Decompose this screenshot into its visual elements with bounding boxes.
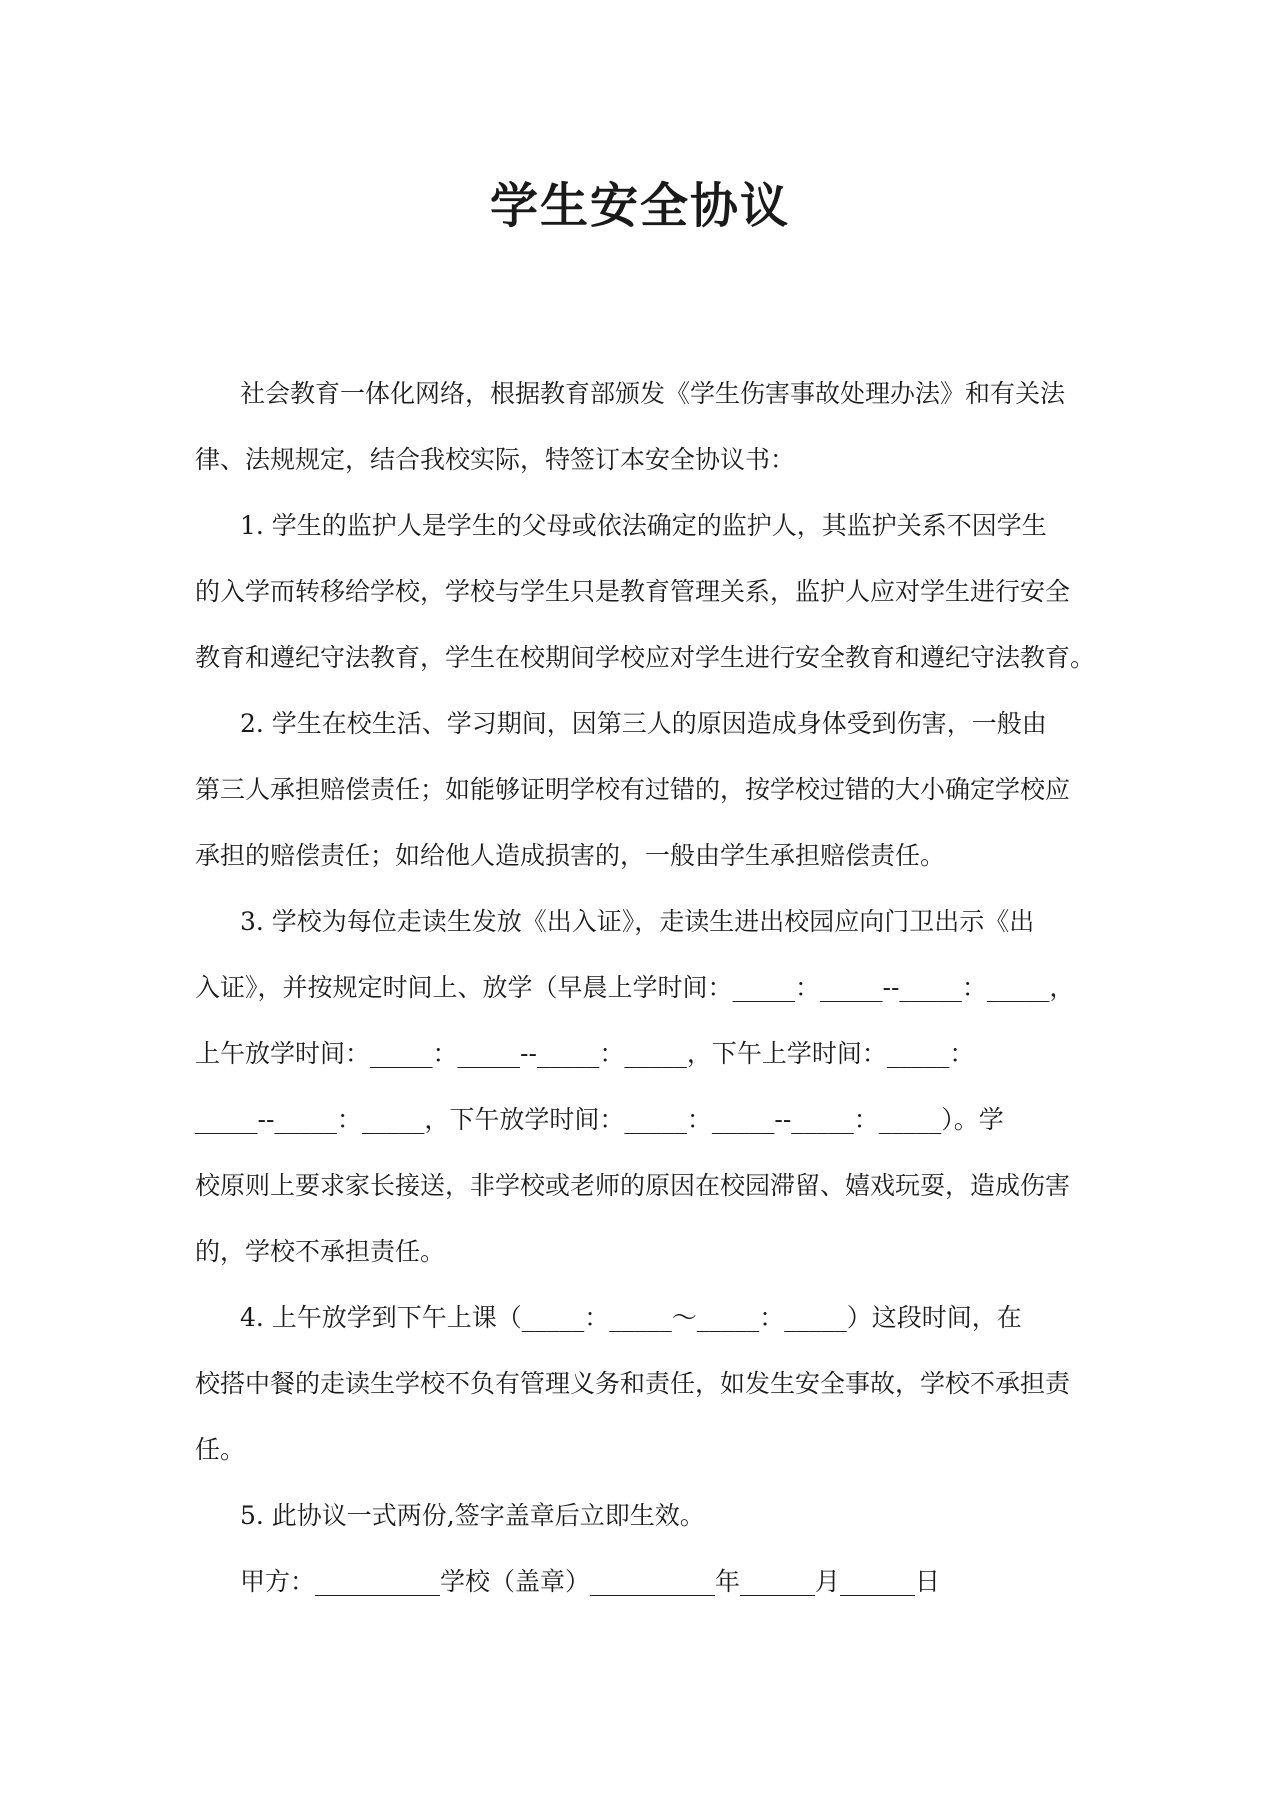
document-title: 学生安全协议 — [489, 178, 790, 234]
clause-2-line-2: 第三人承担赔偿责任；如能够证明学校有过错的，按学校过错的大小确定学校应 — [195, 775, 1071, 804]
clause-3-line-5: 校原则上要求家长接送，非学校或老师的原因在校园滞留、嬉戏玩耍，造成伤害 — [195, 1171, 1071, 1200]
clause-4-line-1: 4. 上午放学到下午上课（_____：_____～_____：_____）这段时间，在 — [240, 1303, 1022, 1332]
clause-4-line-2: 校搭中餐的走读生学校不负有管理义务和责任，如发生安全事故，学校不承担责 — [195, 1369, 1071, 1398]
clause-3-line-1: 3. 学校为每位走读生发放《出入证》，走读生进出校园应向门卫出示《出 — [240, 907, 1035, 936]
paragraph-intro-line-1: 社会教育一体化网络，根据教育部颁发《学生伤害事故处理办法》和有关法 — [240, 379, 1066, 408]
clause-3-line-2: 入证》，并按规定时间上、放学（早晨上学时间：_____：_____--_____：_____， — [195, 973, 1075, 1002]
clause-5-line-1: 5. 此协议一式两份,签字盖章后立即生效。 — [240, 1501, 705, 1530]
signature-line-party-a: 甲方：__________学校（盖章）__________年______月______日 — [240, 1567, 941, 1596]
clause-1-line-3: 教育和遵纪守法教育，学生在校期间学校应对学生进行安全教育和遵纪守法教育。 — [195, 643, 1096, 672]
clause-2-line-3: 承担的赔偿责任；如给他人造成损害的，一般由学生承担赔偿责任。 — [195, 841, 946, 870]
clause-3-line-6: 的，学校不承担责任。 — [195, 1237, 446, 1266]
clause-1-line-1: 1. 学生的监护人是学生的父母或依法确定的监护人，其监护关系不因学生 — [240, 511, 1047, 540]
clause-3-line-3: 上午放学时间：_____：_____--_____：_____，下午上学时间：_____： — [195, 1039, 975, 1068]
clause-1-line-2: 的入学而转移给学校，学校与学生只是教育管理关系，监护人应对学生进行安全 — [195, 577, 1071, 606]
paragraph-intro-line-2: 律、法规规定，结合我校实际，特签订本安全协议书： — [195, 445, 796, 474]
clause-3-line-4: _____--_____：_____，下午放学时间：_____：_____--_____：_____）。学 — [195, 1105, 1004, 1134]
clause-2-line-1: 2. 学生在校生活、学习期间，因第三人的原因造成身体受到伤害，一般由 — [240, 709, 1047, 738]
clause-4-line-3: 任。 — [195, 1435, 246, 1464]
